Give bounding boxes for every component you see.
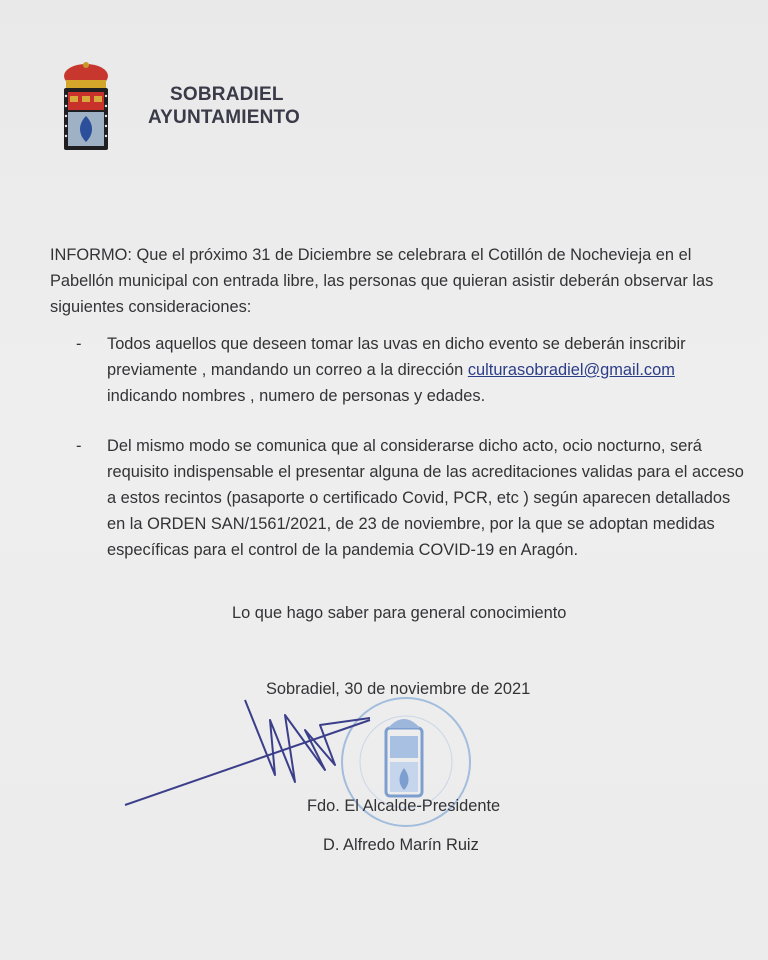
municipality-name: SOBRADIEL bbox=[170, 84, 284, 105]
signatory-name: D. Alfredo Marín Ruiz bbox=[323, 836, 479, 854]
signature-icon bbox=[120, 690, 380, 810]
letterhead bbox=[60, 62, 300, 154]
intro-line: siguientes consideraciones: bbox=[50, 298, 252, 316]
bullet-marker: - bbox=[76, 335, 82, 353]
bullet-line: previamente , mandando un correo a la dirección bbox=[107, 361, 468, 379]
bullet-line: en la ORDEN SAN/1561/2021, de 23 de noviembre, por la que se adoptan medidas bbox=[107, 515, 715, 533]
intro-line: INFORMO: Que el próximo 31 de Diciembre se celebrara el Cotillón de Nochevieja en el bbox=[50, 246, 692, 264]
bullet-line: específicas para el control de la pandemia COVID-19 en Aragón. bbox=[107, 541, 579, 559]
intro-line: Pabellón municipal con entrada libre, las personas que quieran asistir deberán observar las bbox=[50, 272, 714, 290]
email-link[interactable]: culturasobradiel@gmail.com bbox=[467, 361, 675, 379]
coat-of-arms-icon bbox=[60, 62, 112, 154]
intro-paragraph bbox=[50, 242, 750, 320]
date-line: Sobradiel, 30 de noviembre de 2021 bbox=[266, 680, 531, 698]
organization-name bbox=[148, 83, 300, 129]
institution-name: AYUNTAMIENTO bbox=[148, 107, 300, 128]
closing-statement: Lo que hago saber para general conocimiento bbox=[232, 604, 567, 622]
signatory-title: Fdo. El Alcalde-Presidente bbox=[307, 797, 501, 815]
bullet-line: requisito indispensable el presentar alguna de las acreditaciones validas para el acceso bbox=[107, 463, 744, 481]
bullet-line: a estos recintos (pasaporte o certificado Covid, PCR, etc ) según aparecen detallados bbox=[107, 489, 731, 507]
bullet-line: indicando nombres , numero de personas y edades. bbox=[107, 387, 486, 405]
bullet-line: Todos aquellos que deseen tomar las uvas en dicho evento se deberán inscribir bbox=[107, 335, 686, 353]
bullet-marker: - bbox=[76, 437, 82, 455]
bullet-line: Del mismo modo se comunica que al considerarse dicho acto, ocio nocturno, será bbox=[107, 437, 702, 455]
